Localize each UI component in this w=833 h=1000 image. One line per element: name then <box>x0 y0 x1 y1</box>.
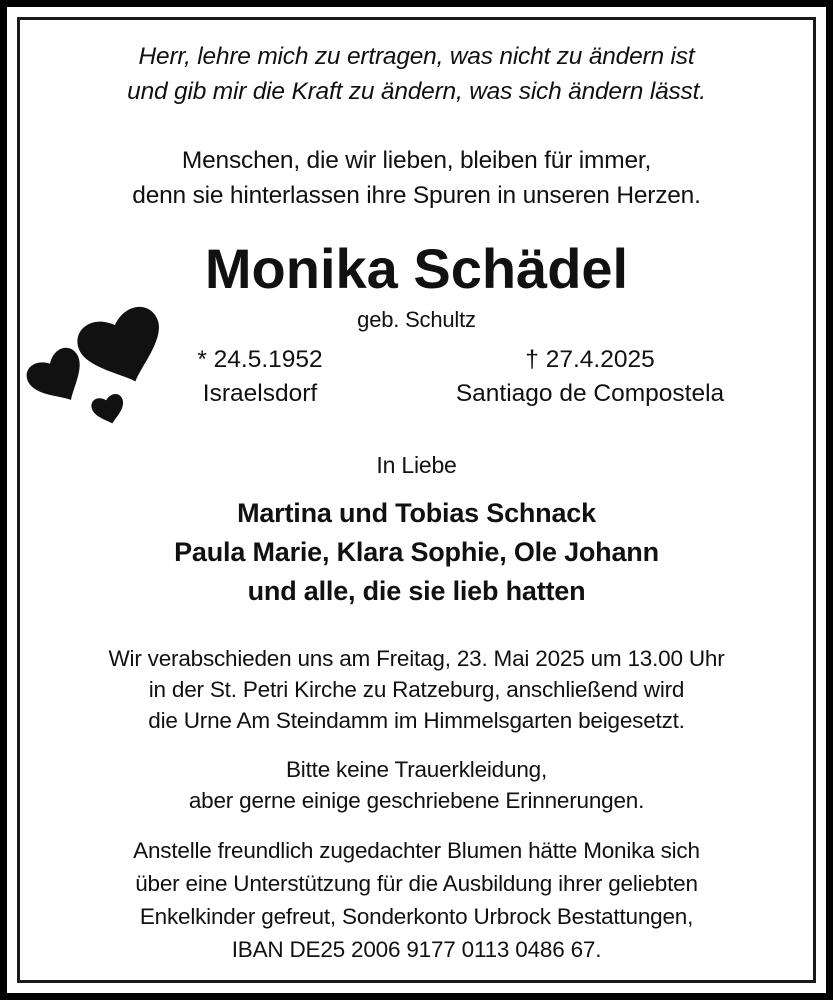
mourner-line: Martina und Tobias Schnack <box>237 498 596 528</box>
mourner-line: und alle, die sie lieb hatten <box>247 576 586 606</box>
mourner-line: Paula Marie, Klara Sophie, Ole Johann <box>174 537 659 567</box>
motto-prayer <box>0 40 833 109</box>
iban-line: IBAN DE25 2006 9177 0113 0486 67. <box>231 937 602 962</box>
ceremony-line: die Urne Am Steindamm im Himmelsgarten beigesetzt. <box>148 708 685 733</box>
death-place: Santiago de Compostela <box>455 380 725 407</box>
donation-line: Anstelle freundlich zugedachter Blumen hätte Monika sich <box>133 838 700 863</box>
birth-place: Israelsdorf <box>202 380 318 407</box>
mourners-list <box>0 494 833 611</box>
dress-note <box>0 754 833 816</box>
motto-line: Herr, lehre mich zu ertragen, was nicht zu ändern ist <box>138 43 695 70</box>
ceremony-line: Wir verabschieden uns am Freitag, 23. Mai 2025 um 13.00 Uhr <box>108 646 725 671</box>
death-info <box>405 343 775 411</box>
dress-line: Bitte keine Trauerkleidung, <box>285 757 547 782</box>
birth-date: * 24.5.1952 <box>197 346 323 373</box>
quote-line: Menschen, die wir lieben, bleiben für immer, <box>181 147 652 174</box>
ceremony-line: in der St. Petri Kirche zu Ratzeburg, anschließend wird <box>148 677 685 702</box>
maiden-name: geb. Schultz <box>357 307 476 332</box>
dress-line: aber gerne einige geschriebene Erinnerungen. <box>188 788 645 813</box>
donation-line: über eine Unterstützung für die Ausbildung ihrer geliebten <box>135 871 698 896</box>
donation-line: Enkelkinder gefreut, Sonderkonto Urbrock Bestattungen, <box>139 904 694 929</box>
memorial-quote <box>0 144 833 213</box>
motto-line: und gib mir die Kraft zu ändern, was sich ändern lässt. <box>127 77 706 105</box>
ceremony-details <box>0 643 833 736</box>
deceased-name: Monika Schädel <box>204 237 629 300</box>
in-love-label: In Liebe <box>376 452 457 478</box>
birth-info <box>145 343 375 411</box>
donation-note <box>0 834 833 966</box>
quote-line: denn sie hinterlassen ihre Spuren in unseren Herzen. <box>132 181 701 209</box>
death-date: † 27.4.2025 <box>525 346 655 373</box>
